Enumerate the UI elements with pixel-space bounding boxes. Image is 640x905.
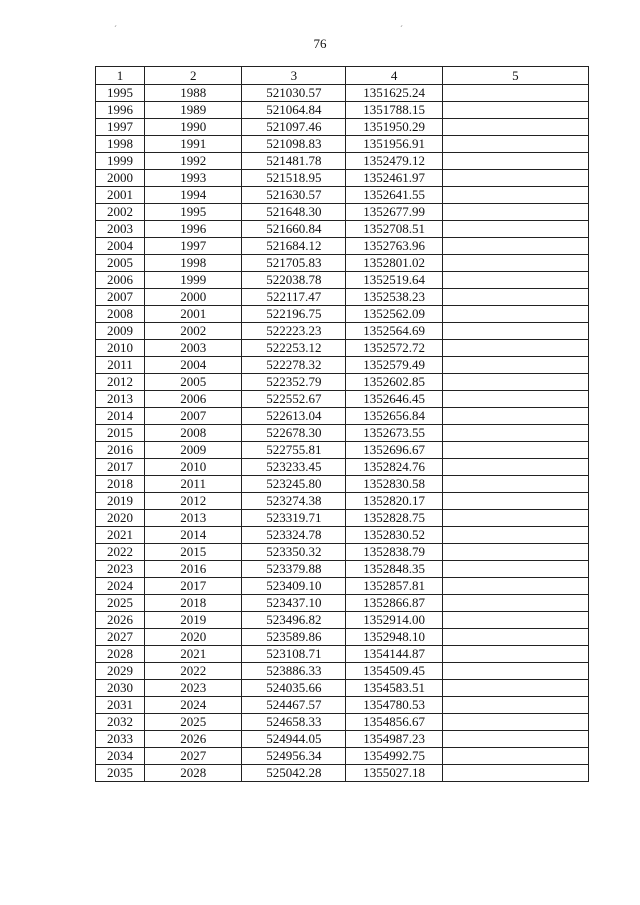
table-cell: [442, 306, 588, 323]
table-cell: 2024: [96, 578, 145, 595]
table-cell: [442, 714, 588, 731]
table-cell: 2013: [96, 391, 145, 408]
table-cell: 2016: [145, 561, 242, 578]
column-header: 2: [145, 67, 242, 85]
table-cell: 523245.80: [242, 476, 346, 493]
table-row: [96, 663, 589, 680]
table-cell: 2010: [96, 340, 145, 357]
table-cell: 2023: [145, 680, 242, 697]
table-cell: 2020: [145, 629, 242, 646]
table-cell: 1996: [96, 102, 145, 119]
table-cell: 1999: [96, 153, 145, 170]
table-cell: 1354583.51: [346, 680, 442, 697]
table-cell: 1352866.87: [346, 595, 442, 612]
table-cell: 2008: [96, 306, 145, 323]
table-cell: 2009: [96, 323, 145, 340]
table-cell: [442, 85, 588, 102]
table-cell: 2007: [145, 408, 242, 425]
table-cell: 522755.81: [242, 442, 346, 459]
table-cell: [442, 459, 588, 476]
table-cell: [442, 136, 588, 153]
table-cell: 2015: [96, 425, 145, 442]
table-cell: 1352948.10: [346, 629, 442, 646]
table-cell: 1352828.75: [346, 510, 442, 527]
table-cell: 521481.78: [242, 153, 346, 170]
table-cell: 524956.34: [242, 748, 346, 765]
table-cell: 523437.10: [242, 595, 346, 612]
table-cell: 1352914.00: [346, 612, 442, 629]
table-cell: 1997: [96, 119, 145, 136]
table-cell: 1352673.55: [346, 425, 442, 442]
table-cell: 1351625.24: [346, 85, 442, 102]
table-cell: 1352562.09: [346, 306, 442, 323]
scan-mark: ˊ: [114, 24, 117, 34]
table-cell: [442, 510, 588, 527]
table-cell: 1994: [145, 187, 242, 204]
table-cell: 2028: [145, 765, 242, 782]
table-cell: 522678.30: [242, 425, 346, 442]
table-cell: [442, 374, 588, 391]
table-cell: 1352646.45: [346, 391, 442, 408]
table-row: [96, 765, 589, 782]
table-cell: 1352848.35: [346, 561, 442, 578]
table-cell: 1351788.15: [346, 102, 442, 119]
table-row: [96, 527, 589, 544]
table-cell: 2011: [145, 476, 242, 493]
table-cell: [442, 612, 588, 629]
table-row: [96, 238, 589, 255]
table-cell: 2023: [96, 561, 145, 578]
table-cell: 1352857.81: [346, 578, 442, 595]
table-cell: [442, 238, 588, 255]
table-cell: 1352641.55: [346, 187, 442, 204]
table-row: [96, 476, 589, 493]
column-header: 3: [242, 67, 346, 85]
table-cell: 1354987.23: [346, 731, 442, 748]
table-row: [96, 289, 589, 306]
table-cell: [442, 561, 588, 578]
table-cell: 2003: [96, 221, 145, 238]
table-cell: [442, 119, 588, 136]
table-cell: 2027: [96, 629, 145, 646]
table-cell: [442, 629, 588, 646]
table-cell: 1352538.23: [346, 289, 442, 306]
table-row: [96, 459, 589, 476]
table-cell: [442, 289, 588, 306]
table-cell: [442, 578, 588, 595]
table-cell: 2010: [145, 459, 242, 476]
table-cell: 2021: [96, 527, 145, 544]
table-row: [96, 136, 589, 153]
table-cell: 2002: [96, 204, 145, 221]
table-cell: [442, 731, 588, 748]
table-cell: [442, 663, 588, 680]
table-row: [96, 748, 589, 765]
table-cell: 1999: [145, 272, 242, 289]
table-cell: 1989: [145, 102, 242, 119]
table-cell: 2024: [145, 697, 242, 714]
table-cell: 522352.79: [242, 374, 346, 391]
table-cell: 523233.45: [242, 459, 346, 476]
table-cell: 2022: [145, 663, 242, 680]
table-cell: 2007: [96, 289, 145, 306]
table-cell: 2014: [145, 527, 242, 544]
table-cell: 1354992.75: [346, 748, 442, 765]
table-cell: 1988: [145, 85, 242, 102]
table-row: [96, 612, 589, 629]
table-cell: [442, 595, 588, 612]
table-cell: 2018: [96, 476, 145, 493]
table-row: [96, 510, 589, 527]
table-cell: 521097.46: [242, 119, 346, 136]
table-row: [96, 646, 589, 663]
table-cell: 523350.32: [242, 544, 346, 561]
page-number: 76: [313, 36, 327, 51]
table-cell: [442, 544, 588, 561]
table-cell: 2011: [96, 357, 145, 374]
table-cell: 1352696.67: [346, 442, 442, 459]
table-cell: 2015: [145, 544, 242, 561]
table-row: [96, 714, 589, 731]
table-cell: 521660.84: [242, 221, 346, 238]
table-row: [96, 731, 589, 748]
table-row: [96, 204, 589, 221]
table-cell: 2027: [145, 748, 242, 765]
table-row: [96, 255, 589, 272]
table-cell: 1352572.72: [346, 340, 442, 357]
table-cell: 1352656.84: [346, 408, 442, 425]
table-cell: 523379.88: [242, 561, 346, 578]
table-cell: 2020: [96, 510, 145, 527]
table-cell: [442, 493, 588, 510]
table-cell: 2025: [96, 595, 145, 612]
table-row: [96, 272, 589, 289]
table-cell: 522196.75: [242, 306, 346, 323]
table-row: [96, 493, 589, 510]
table-cell: 2019: [96, 493, 145, 510]
table-cell: [442, 442, 588, 459]
table-cell: 1998: [96, 136, 145, 153]
table-cell: 522613.04: [242, 408, 346, 425]
table-cell: [442, 153, 588, 170]
table-cell: 523409.10: [242, 578, 346, 595]
table-cell: 521518.95: [242, 170, 346, 187]
table-cell: 1351956.91: [346, 136, 442, 153]
table-cell: 1352801.02: [346, 255, 442, 272]
table-cell: 2028: [96, 646, 145, 663]
table-cell: 2030: [96, 680, 145, 697]
table-cell: 1352519.64: [346, 272, 442, 289]
table-cell: [442, 391, 588, 408]
table-cell: 2006: [96, 272, 145, 289]
column-header: 5: [442, 67, 588, 85]
table-cell: 521705.83: [242, 255, 346, 272]
table-cell: 521648.30: [242, 204, 346, 221]
table-body: [96, 85, 589, 782]
table-cell: 1997: [145, 238, 242, 255]
table-cell: 2005: [96, 255, 145, 272]
table-cell: 521064.84: [242, 102, 346, 119]
table-cell: 523886.33: [242, 663, 346, 680]
table-cell: 1352830.58: [346, 476, 442, 493]
table-cell: 1990: [145, 119, 242, 136]
table-row: [96, 561, 589, 578]
table-cell: 1354780.53: [346, 697, 442, 714]
table-row: [96, 323, 589, 340]
table-cell: 525042.28: [242, 765, 346, 782]
table-cell: 2035: [96, 765, 145, 782]
table-cell: [442, 527, 588, 544]
table-cell: 1991: [145, 136, 242, 153]
table-cell: 522253.12: [242, 340, 346, 357]
table-row: [96, 697, 589, 714]
table-row: [96, 306, 589, 323]
table-cell: 1998: [145, 255, 242, 272]
table-cell: 1351950.29: [346, 119, 442, 136]
table-cell: 1352461.97: [346, 170, 442, 187]
table-cell: 523108.71: [242, 646, 346, 663]
table-cell: 522223.23: [242, 323, 346, 340]
table-cell: [442, 748, 588, 765]
table-cell: 524035.66: [242, 680, 346, 697]
table-cell: 2031: [96, 697, 145, 714]
table-cell: [442, 697, 588, 714]
table-cell: 2008: [145, 425, 242, 442]
table-cell: 2006: [145, 391, 242, 408]
table-cell: 2034: [96, 748, 145, 765]
table-cell: 2000: [145, 289, 242, 306]
table-cell: 1352479.12: [346, 153, 442, 170]
table-cell: 2002: [145, 323, 242, 340]
table-cell: 2033: [96, 731, 145, 748]
table-cell: 521684.12: [242, 238, 346, 255]
table-cell: 2009: [145, 442, 242, 459]
column-header: 4: [346, 67, 442, 85]
coordinates-table: [95, 66, 589, 782]
table-cell: 2001: [96, 187, 145, 204]
table-cell: 1352820.17: [346, 493, 442, 510]
table-cell: 1354856.67: [346, 714, 442, 731]
table-cell: 2021: [145, 646, 242, 663]
table-cell: 1352763.96: [346, 238, 442, 255]
table-row: [96, 85, 589, 102]
table-cell: 522552.67: [242, 391, 346, 408]
table-cell: 2017: [96, 459, 145, 476]
table-cell: 2017: [145, 578, 242, 595]
table-row: [96, 595, 589, 612]
table-cell: 523274.38: [242, 493, 346, 510]
table-cell: 521098.83: [242, 136, 346, 153]
table-cell: 521630.57: [242, 187, 346, 204]
table-cell: [442, 102, 588, 119]
table-cell: 1993: [145, 170, 242, 187]
table-cell: [442, 646, 588, 663]
table-cell: [442, 187, 588, 204]
table-cell: 1352838.79: [346, 544, 442, 561]
table-cell: [442, 357, 588, 374]
table-row: [96, 408, 589, 425]
table-cell: 1354144.87: [346, 646, 442, 663]
table-row: [96, 119, 589, 136]
column-header: 1: [96, 67, 145, 85]
table-row: [96, 578, 589, 595]
table-cell: 1992: [145, 153, 242, 170]
table-cell: 521030.57: [242, 85, 346, 102]
table-cell: 523324.78: [242, 527, 346, 544]
table-cell: 522038.78: [242, 272, 346, 289]
table-cell: 523496.82: [242, 612, 346, 629]
table-cell: 2012: [145, 493, 242, 510]
table-cell: 1996: [145, 221, 242, 238]
table-cell: 1352824.76: [346, 459, 442, 476]
table-cell: 1352708.51: [346, 221, 442, 238]
table-cell: 1352677.99: [346, 204, 442, 221]
table-cell: 524944.05: [242, 731, 346, 748]
table-cell: 2004: [145, 357, 242, 374]
table-cell: [442, 340, 588, 357]
table-row: [96, 221, 589, 238]
table-cell: 2003: [145, 340, 242, 357]
table-cell: 1995: [145, 204, 242, 221]
table-cell: 2018: [145, 595, 242, 612]
table-cell: 2032: [96, 714, 145, 731]
table-row: [96, 391, 589, 408]
table-row: [96, 102, 589, 119]
table-row: [96, 629, 589, 646]
table-cell: [442, 323, 588, 340]
table-cell: 2000: [96, 170, 145, 187]
table-cell: [442, 255, 588, 272]
table-cell: 2005: [145, 374, 242, 391]
table-cell: 1995: [96, 85, 145, 102]
table-cell: [442, 425, 588, 442]
table-cell: [442, 204, 588, 221]
scan-mark: ˊ: [400, 24, 403, 34]
table-cell: [442, 476, 588, 493]
table-cell: 524467.57: [242, 697, 346, 714]
table-cell: 524658.33: [242, 714, 346, 731]
table-cell: 1352830.52: [346, 527, 442, 544]
table-cell: 522278.32: [242, 357, 346, 374]
table-cell: 1352602.85: [346, 374, 442, 391]
table-cell: [442, 765, 588, 782]
table-cell: 2014: [96, 408, 145, 425]
table-row: [96, 187, 589, 204]
table-cell: 2004: [96, 238, 145, 255]
table-cell: 523319.71: [242, 510, 346, 527]
table-row: [96, 340, 589, 357]
table-row: [96, 544, 589, 561]
table-cell: [442, 680, 588, 697]
table-cell: 1352579.49: [346, 357, 442, 374]
table-row: [96, 425, 589, 442]
table-cell: [442, 170, 588, 187]
table-row: [96, 374, 589, 391]
table-row: [96, 170, 589, 187]
table-cell: 2029: [96, 663, 145, 680]
table-cell: 2016: [96, 442, 145, 459]
table-cell: 2019: [145, 612, 242, 629]
table-cell: 2026: [96, 612, 145, 629]
table-row: [96, 442, 589, 459]
table-cell: 1355027.18: [346, 765, 442, 782]
table-header-row: [96, 67, 589, 85]
table-cell: [442, 221, 588, 238]
table-cell: 2012: [96, 374, 145, 391]
table-row: [96, 357, 589, 374]
table-cell: 1352564.69: [346, 323, 442, 340]
table-row: [96, 680, 589, 697]
table-cell: 2001: [145, 306, 242, 323]
table-cell: 2013: [145, 510, 242, 527]
table-cell: 523589.86: [242, 629, 346, 646]
table-cell: 2025: [145, 714, 242, 731]
table-cell: [442, 272, 588, 289]
table-cell: 522117.47: [242, 289, 346, 306]
table-cell: 2022: [96, 544, 145, 561]
table-cell: 2026: [145, 731, 242, 748]
table-row: [96, 153, 589, 170]
table-cell: 1354509.45: [346, 663, 442, 680]
table-cell: [442, 408, 588, 425]
